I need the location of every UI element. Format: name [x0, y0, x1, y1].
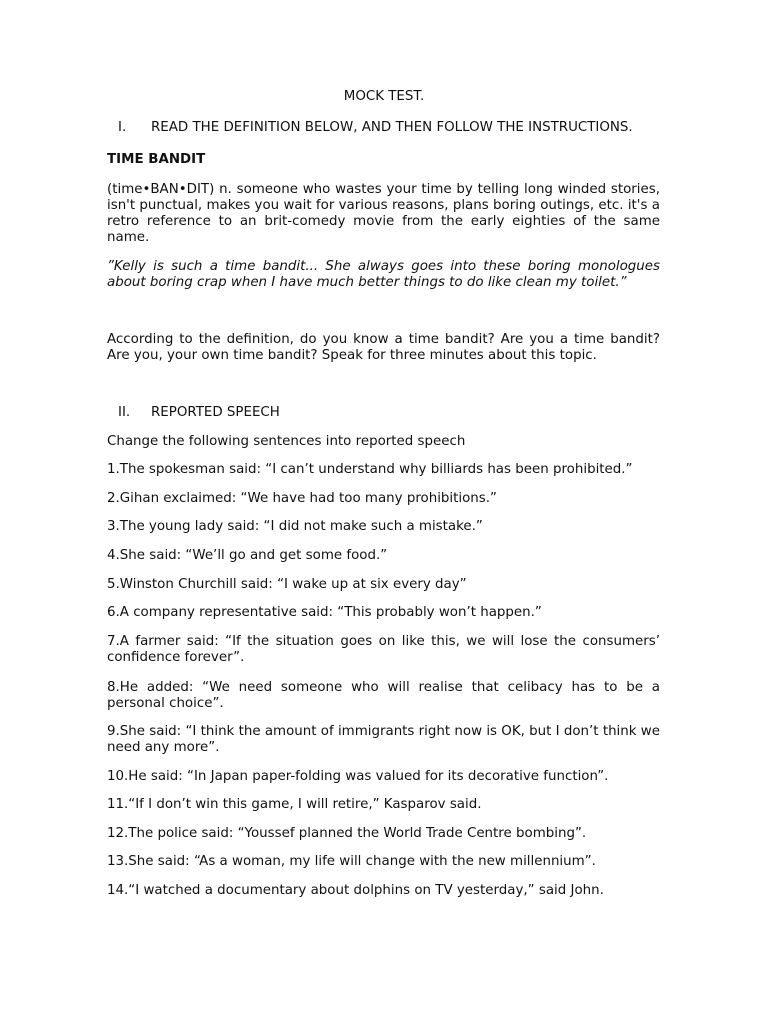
section-2-heading-text: REPORTED SPEECH [151, 405, 280, 420]
term-definition: (time•BAN•DIT) n. someone who wastes your time by telling long winded stories, isn't punctual, makes you wait for various reasons, plans boring outings, etc. it's a retro reference to an brit-comedy movie from the early eighties of the same name. [107, 182, 660, 245]
page-title: MOCK TEST. [343, 89, 425, 104]
exercise-item: 14.“I watched a documentary about dolphins on TV yesterday,” said John. [107, 883, 604, 898]
term-example-quote: ”Kelly is such a time bandit... She always goes into these boring monologues about boring crap when I have much better things to do like clean my toilet.” [107, 259, 660, 290]
exercise-item: 4.She said: “We’ll go and get some food.” [107, 548, 388, 563]
exercise-item: 7.A farmer said: “If the situation goes on like this, we will lose the consumers’ confidence forever”. [107, 634, 660, 665]
exercise-item: 6.A company representative said: “This probably won’t happen.” [107, 605, 542, 620]
exercise-instruction: Change the following sentences into reported speech [107, 434, 466, 449]
exercise-item: 10.He said: “In Japan paper-folding was valued for its decorative function”. [107, 769, 609, 784]
exercise-item: 3.The young lady said: “I did not make such a mistake.” [107, 519, 483, 534]
term-heading: TIME BANDIT [107, 152, 206, 167]
section-1-heading-text: READ THE DEFINITION BELOW, AND THEN FOLLOW THE INSTRUCTIONS. [151, 120, 633, 135]
exercise-item: 9.She said: “I think the amount of immigrants right now is OK, but I don’t think we need any more”. [107, 724, 660, 755]
section-2-numeral: II. [118, 405, 131, 420]
exercise-item: 5.Winston Churchill said: “I wake up at six every day” [107, 577, 467, 592]
exercise-item: 8.He added: “We need someone who will realise that celibacy has to be a personal choice”. [107, 680, 660, 711]
exercise-item: 2.Gihan exclaimed: “We have had too many prohibitions.” [107, 491, 497, 506]
exercise-item: 1.The spokesman said: “I can’t understand why billiards has been prohibited.” [107, 462, 633, 477]
section-1-numeral: I. [118, 120, 127, 135]
exercise-item: 13.She said: “As a woman, my life will change with the new millennium”. [107, 854, 596, 869]
exercise-item: 12.The police said: “Youssef planned the World Trade Centre bombing”. [107, 826, 587, 841]
exercise-item: 11.“If I don’t win this game, I will retire,” Kasparov said. [107, 797, 482, 812]
speaking-task: According to the definition, do you know a time bandit? Are you a time bandit? Are you, your own time bandit? Speak for three minutes about this topic. [107, 332, 660, 363]
